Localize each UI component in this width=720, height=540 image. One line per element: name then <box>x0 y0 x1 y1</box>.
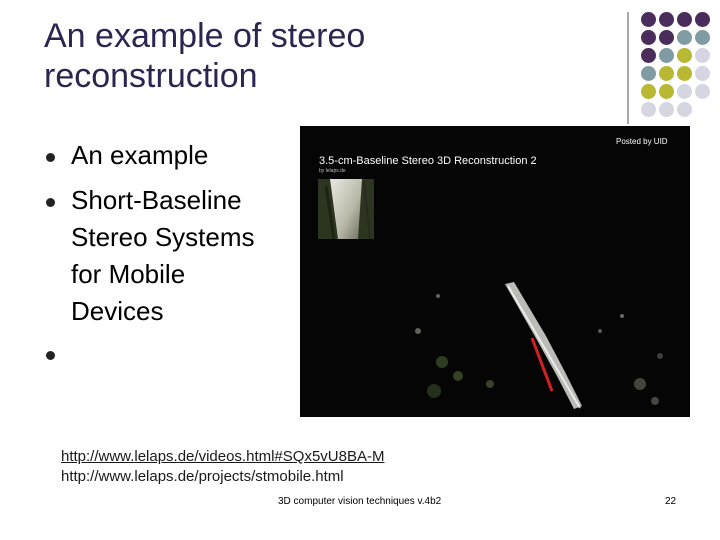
video-title: 3.5-cm-Baseline Stereo 3D Reconstruction 2 <box>319 155 537 167</box>
decor-dot <box>641 84 656 99</box>
decor-dot <box>659 84 674 99</box>
video-posted-by: Posted by UID <box>616 137 668 146</box>
decor-dot <box>695 84 710 99</box>
decor-dot <box>677 84 692 99</box>
decor-dot <box>659 12 674 27</box>
slide-title <box>44 16 365 96</box>
decor-dot <box>641 12 656 27</box>
video-link[interactable]: http://www.lelaps.de/videos.html#SQx5vU8BA-M <box>61 448 385 465</box>
bullet-dot-icon <box>46 351 55 360</box>
footer-course-name: 3D computer vision techniques v.4b2 <box>278 496 442 507</box>
slide-title-line-2: reconstruction <box>44 57 258 95</box>
bullet-text: Devices <box>71 296 164 326</box>
project-link[interactable]: http://www.lelaps.de/projects/stmobile.html <box>61 468 344 485</box>
decor-dot <box>677 30 692 45</box>
decor-dot <box>641 30 656 45</box>
decor-dot <box>659 102 674 117</box>
decor-dot <box>695 48 710 63</box>
video-subtitle: by lelaps.de <box>319 168 346 174</box>
bullet-text: Stereo Systems <box>71 222 255 252</box>
decor-dot <box>659 30 674 45</box>
decor-dot <box>677 66 692 81</box>
decor-dot <box>695 30 710 45</box>
decor-dot <box>677 48 692 63</box>
decor-dot <box>641 102 656 117</box>
decor-dot <box>695 66 710 81</box>
bullet-dot-icon <box>46 198 55 207</box>
decor-dot <box>659 66 674 81</box>
bullet-text: for Mobile <box>71 259 186 289</box>
slide-title-line-1: An example of stereo <box>44 17 366 55</box>
video-player[interactable] <box>300 126 690 417</box>
bullet-text: An example <box>71 140 209 170</box>
decor-dot <box>641 66 656 81</box>
video-frame-image <box>300 126 690 417</box>
decor-dot <box>677 12 692 27</box>
decor-vertical-line <box>627 12 629 124</box>
page-number: 22 <box>665 496 677 507</box>
decor-dot <box>695 12 710 27</box>
decor-dot <box>677 102 692 117</box>
decor-dot <box>659 48 674 63</box>
bullet-dot-icon <box>46 153 55 162</box>
bullet-text: Short-Baseline <box>71 185 242 215</box>
decor-dot <box>641 48 656 63</box>
